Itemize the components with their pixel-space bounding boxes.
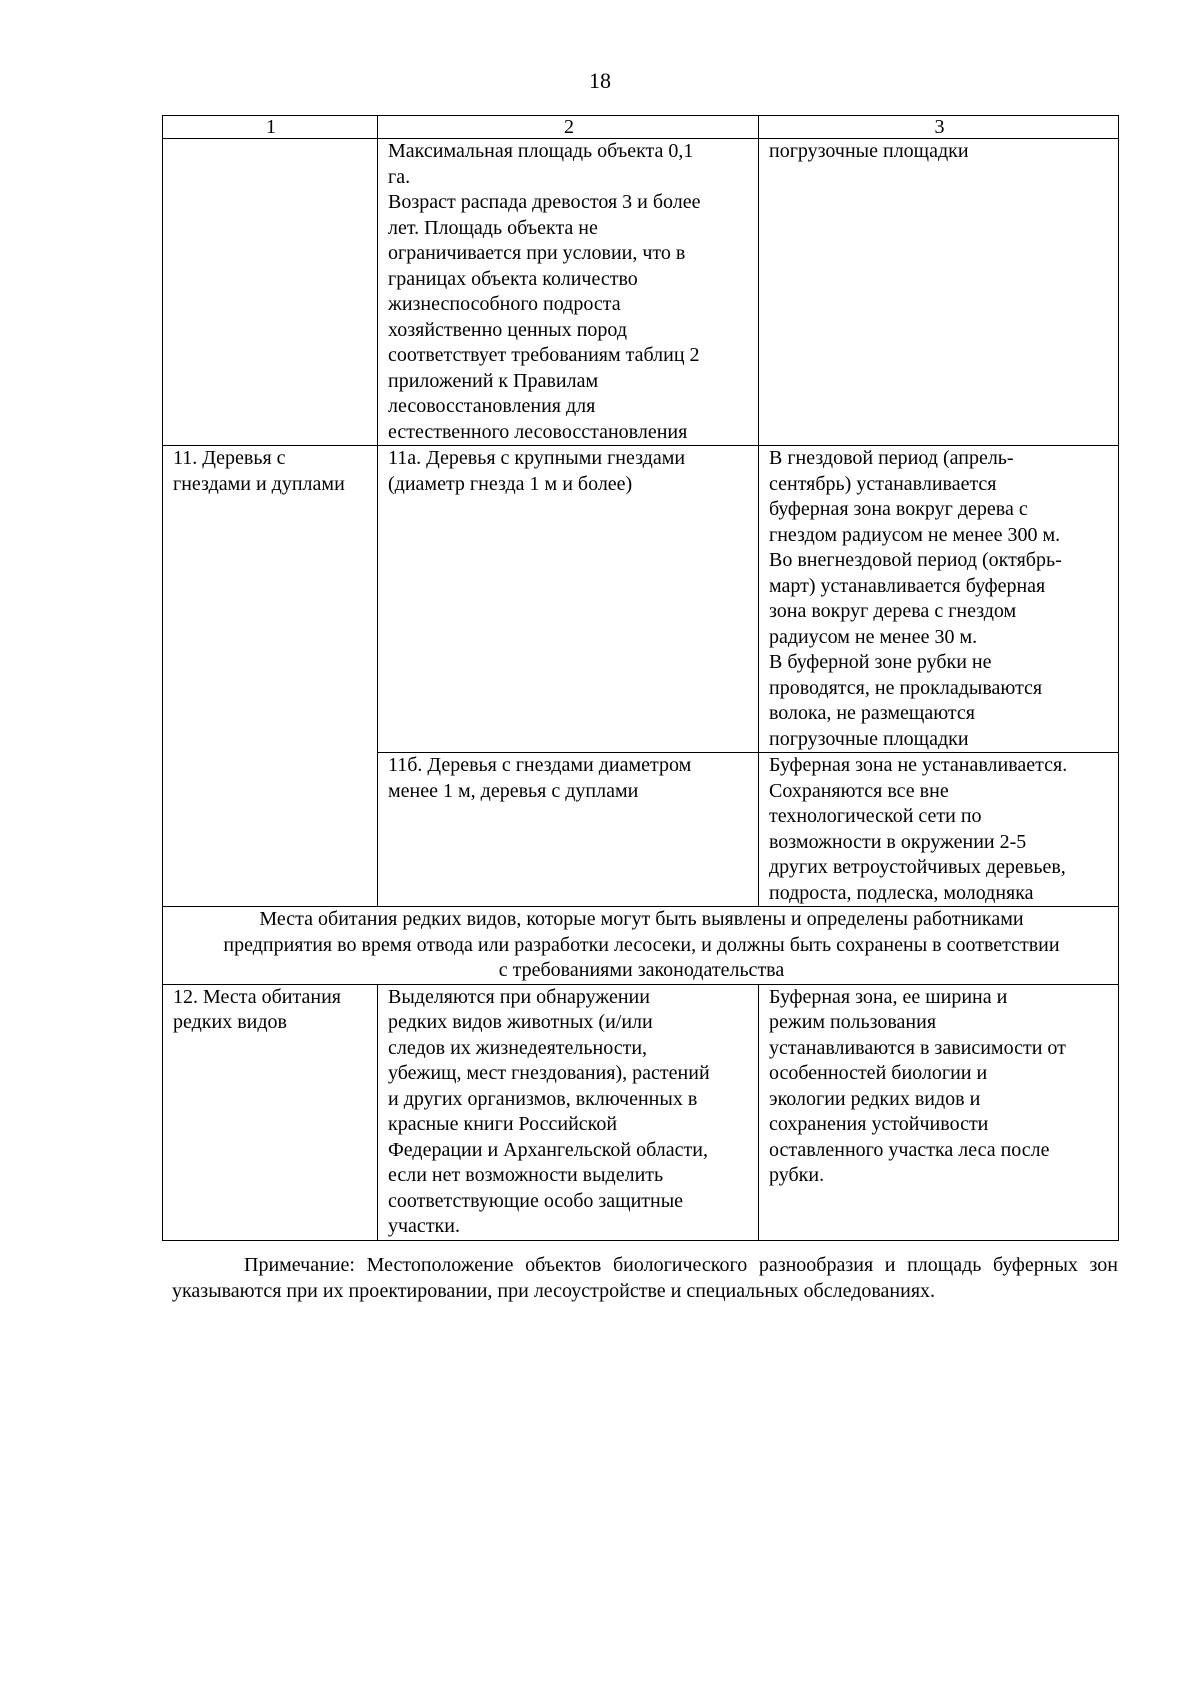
data-table bbox=[162, 115, 1119, 1241]
section-heading-row bbox=[163, 907, 1119, 985]
header-cell-3: 3 bbox=[759, 116, 1119, 139]
row-11b-description-cell: 11б. Деревья с гнездами диаметром менее 1 м, деревья с дуплами bbox=[378, 753, 759, 907]
footnote-text: Примечание: Местоположение объектов биологического разнообразия и площадь буферных зон указываются при их проектировании, при лесоустройстве и специальных обследованиях. bbox=[172, 1254, 1118, 1302]
row-11b-rules-cell: Буферная зона не устанавливается. Сохраняются все вне технологической сети по возможности в окружении 2-5 других ветроустойчивых деревьев, подроста, подлеска, молодняка bbox=[759, 753, 1119, 907]
continued-col2-cell: Максимальная площадь объекта 0,1 га. Возраст распада древостоя 3 и более лет. Площадь объекта не ограничивается при условии, что в границах объекта количество жизнеспособного подроста хозяйственно ценных пород соответствует требованиям таблиц 2 приложений к Правилам лесовосстановления для естественного лесовосстановления bbox=[378, 139, 759, 446]
row-11-title-cell: 11. Деревья с гнездами и дуплами bbox=[163, 446, 378, 907]
section-heading-cell: Места обитания редких видов, которые могут быть выявлены и определены работниками предприятия во время отвода или разработки лесосеки, и должны быть сохранены в соответствии с требованиями законодательства bbox=[163, 907, 1119, 985]
header-cell-2: 2 bbox=[378, 116, 759, 139]
header-row bbox=[163, 116, 1119, 139]
continued-col3-cell: погрузочные площадки bbox=[759, 139, 1119, 446]
row-12-title-cell: 12. Места обитания редких видов bbox=[163, 984, 378, 1240]
row-11a-rules-cell: В гнездовой период (апрель- сентябрь) устанавливается буферная зона вокруг дерева с гнездом радиусом не менее 300 м. Во внегнездовой период (октябрь- март) устанавливается буферная зона вокруг дерева с гнездом радиусом не менее 30 м. В буферной зоне рубки не проводятся, не прокладываются волока, не размещаются погрузочные площадки bbox=[759, 446, 1119, 753]
row-12-description-cell: Выделяются при обнаружении редких видов животных (и/или следов их жизнедеятельности, убежищ, мест гнездования), растений и других организмов, включенных в красные книги Российской Федерации и Архангельской области, если нет возможности выделить соответствующие особо защитные участки. bbox=[378, 984, 759, 1240]
table-row bbox=[163, 446, 1119, 753]
row-12-rules-cell: Буферная зона, ее ширина и режим пользования устанавливаются в зависимости от особенностей биологии и экологии редких видов и сохранения устойчивости оставленного участка леса после рубки. bbox=[759, 984, 1119, 1240]
row-11a-description-cell: 11а. Деревья с крупными гнездами (диаметр гнезда 1 м и более) bbox=[378, 446, 759, 753]
header-cell-1: 1 bbox=[163, 116, 378, 139]
page-number: 18 bbox=[589, 68, 611, 93]
table-row bbox=[163, 139, 1119, 446]
table-row bbox=[163, 984, 1119, 1240]
continued-col1-cell bbox=[163, 139, 378, 446]
